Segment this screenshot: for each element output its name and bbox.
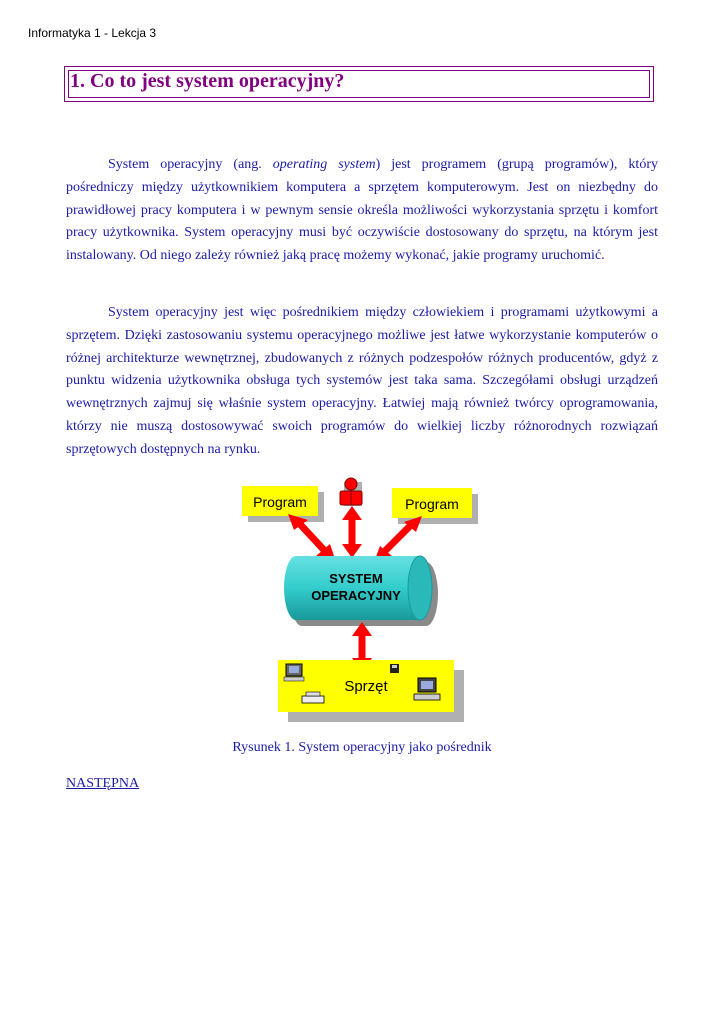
program-box-left xyxy=(242,486,324,522)
figure-caption: Rysunek 1. System operacyjny jako pośrednik xyxy=(232,740,492,755)
hardware-box xyxy=(278,660,464,722)
paragraph-1 xyxy=(66,154,658,268)
paragraph-1-term: operating system xyxy=(272,157,376,172)
program-left-label: Program xyxy=(253,494,307,510)
title-box xyxy=(64,66,654,102)
next-link[interactable]: NASTĘPNA xyxy=(66,776,140,791)
os-diagram xyxy=(236,476,488,732)
paragraph-1-before: System operacyjny (ang. xyxy=(108,157,273,172)
os-cylinder xyxy=(284,556,438,626)
monitor-icon xyxy=(284,664,304,681)
hardware-label: Sprzęt xyxy=(344,678,388,695)
os-label-line1: SYSTEM xyxy=(329,571,383,586)
floppy-icon xyxy=(390,664,399,673)
arrow-user xyxy=(342,506,362,558)
page-title: 1. Co to jest system operacyjny? xyxy=(70,70,345,92)
program-right-label: Program xyxy=(405,496,459,512)
paragraph-1-after: ) jest programem (grupą programów), który pośredniczy między użytkownikiem komputera a sprzętem komputerowym. Jest on niezbędny do prawidłowej pracy komputera i w pewnym sensie określa możliwości wykorzystania sprzętu i komfort pracy użytkownika. System operacyjny musi być oczywiście dostosowany do sprzętu, na którym jest instalowany. Od niego zależy również jaką pracę możemy wykonać, jakie programy uruchomić. xyxy=(66,157,658,264)
user-icon xyxy=(340,478,362,506)
paragraph-2: System operacyjny jest więc pośrednikiem między człowiekiem i programami użytkowymi a sprzętem. Dzięki zastosowaniu systemu operacyjnego możliwe jest łatwe wykorzystanie komputerów o różnej architekturze wewnętrznej, zbudowanych z różnych podzespołów różnych producentów, gdyż z punktu widzenia użytkownika obsługa tych systemów jest taka sama. Szczegółami obsługi urządzeń wewnętrznych zajmuj się właśnie system operacyjny. Łatwiej mają również twórcy oprogramowania, którzy nie muszą dostosowywać swoich programów do wielkiej liczby różnorodnych rozwiązań sprzętowych dostępnych na rynku. xyxy=(66,305,658,457)
page-header: Informatyka 1 - Lekcja 3 xyxy=(28,26,157,40)
computer-icon xyxy=(414,678,440,700)
program-box-right xyxy=(392,488,478,524)
os-label-line2: OPERACYJNY xyxy=(311,588,401,603)
